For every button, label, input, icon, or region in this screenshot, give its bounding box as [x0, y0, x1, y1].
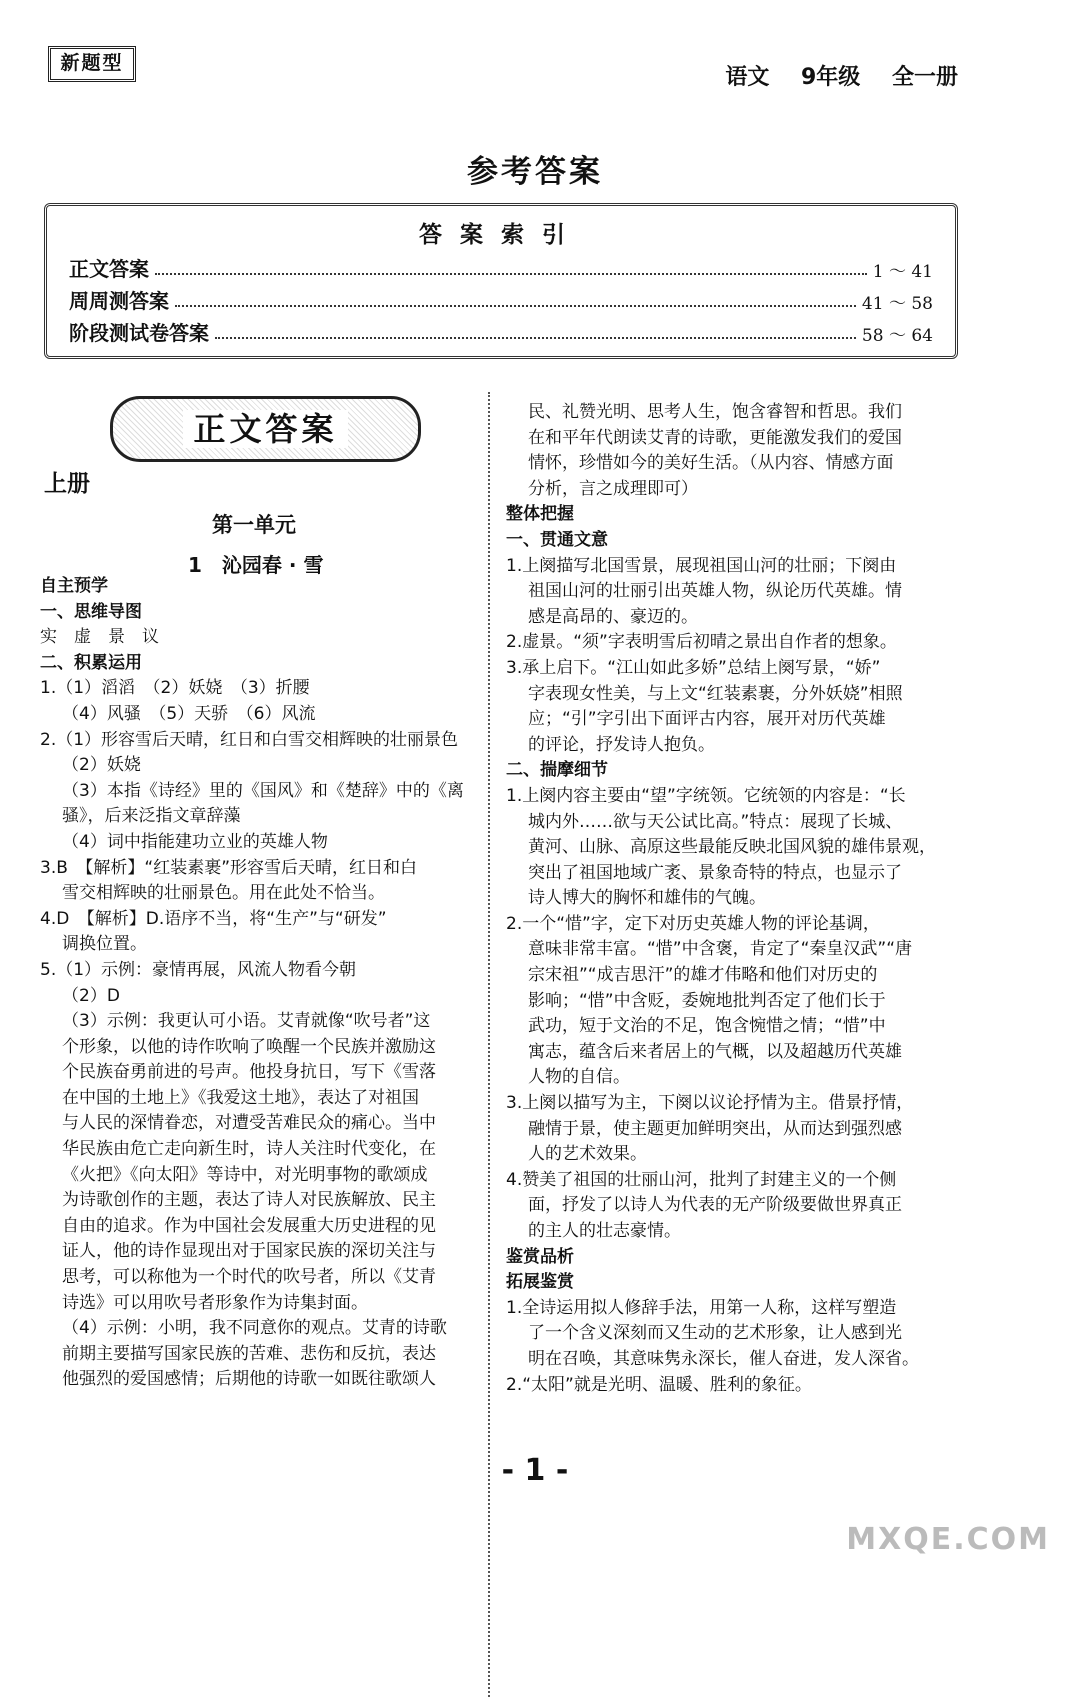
index-row-pages: 41 ～ 58 [861, 294, 933, 314]
answer-line: 宗宋祖”“成吉思汗”的雄才伟略和他们对历史的 [528, 965, 878, 986]
answer-line: 影响；“惜”中含贬，委婉地批判否定了他们长于 [528, 990, 886, 1011]
answer-line: 3.上阕以描写为主，下阕以议论抒情为主。借景抒情， [506, 1093, 914, 1114]
index-row-pages: 58 ～ 64 [861, 326, 933, 346]
subject-label: 语文 [725, 65, 770, 90]
answer-line: （4）词中指能建功立业的英雄人物 [62, 831, 328, 852]
answer-line: （2）妖娆 [62, 755, 141, 776]
index-row-leader [175, 305, 856, 307]
answer-line: 2.一个“惜”字，定下对历史英雄人物的评论基调， [506, 913, 880, 934]
answer-line: 前期主要描写国家民族的苦难、悲伤和反抗，表达 [62, 1343, 436, 1364]
answer-line: 个民族奋勇前进的号声。他投身抗日，写下《雪落 [62, 1062, 436, 1083]
answer-line: 思考，可以称他为一个时代的吹号者，所以《艾青 [62, 1267, 436, 1288]
column-divider [488, 392, 490, 1697]
answer-line: 黄河、山脉、高原这些最能反映北国风貌的雄伟景观， [528, 837, 936, 858]
answer-line: 自主预学 [40, 576, 108, 596]
answer-line: 民、礼赞光明、思考人生，饱含睿智和哲思。我们 [528, 402, 902, 422]
answer-line: 雪交相辉映的壮丽景色。用在此处不恰当。 [62, 883, 385, 904]
answer-line: 人物的自信。 [528, 1067, 630, 1088]
answer-line: 城内外……欲与天公试比高。”特点：展现了长城、 [528, 811, 903, 832]
answer-line: 一、贯通文意 [506, 529, 608, 550]
answer-line: 证人，他的诗作显现出对于国家民族的深切关注与 [62, 1241, 436, 1262]
answer-index-box [44, 203, 958, 359]
section-banner [110, 396, 421, 462]
page-header [701, 60, 958, 91]
answer-line: 二、揣摩细节 [506, 760, 608, 781]
watermark: MXQE.COM [846, 1522, 1050, 1557]
answer-line: 他强烈的爱国感情；后期他的诗歌一如既往歌颂人 [62, 1369, 436, 1390]
answer-line: 个形象，以他的诗作吹响了唤醒一个民族并激励这 [62, 1036, 436, 1057]
answer-line: 与人民的深情眷恋，对遭受苦难民众的痛心。当中 [62, 1113, 436, 1134]
answer-line: 在和平年代朗读艾青的诗歌，更能激发我们的爱国 [528, 427, 902, 448]
grade-label: 9年级 [801, 65, 861, 90]
answer-line: 诗选》可以用吹号者形象作为诗集封面。 [62, 1292, 368, 1313]
answer-line: 面，抒发了以诗人为代表的无产阶级要做世界真正 [528, 1195, 902, 1216]
answer-line: 2.（1）形容雪后天晴，红日和白雪交相辉映的壮丽景色 [40, 729, 459, 750]
answer-line: 融情于景，使主题更加鲜明突出，从而达到强烈感 [528, 1118, 902, 1139]
book-part-heading: 上册 [44, 471, 90, 497]
right-column [506, 400, 976, 1398]
answer-line: 的评论，抒发诗人抱负。 [528, 734, 715, 755]
answer-line: 二、积累运用 [40, 652, 142, 673]
answer-line: 整体把握 [506, 504, 574, 525]
answer-line: 1.（1）滔滔 （2）妖娆 （3）折腰 [40, 678, 310, 699]
answer-line: 武功，短于文治的不足，饱含惋惜之情；“惜”中 [528, 1016, 886, 1037]
answer-line: 了一个含义深刻而又生动的艺术形象，让人感到光 [528, 1323, 902, 1344]
unit-title: 第一单元 [212, 513, 296, 537]
answer-line: （3）本指《诗经》里的《国风》和《楚辞》中的《离 [62, 780, 464, 801]
answer-line: 突出了祖国地域广袤、景象奇特的特点，也显示了 [528, 862, 902, 883]
answer-line: 1.上阕描写北国雪景，展现祖国山河的壮丽；下阕由 [506, 555, 897, 576]
answer-line: 自由的追求。作为中国社会发展重大历史进程的见 [62, 1215, 436, 1236]
answer-line: 2.虚景。“须”字表明雪后初晴之景出自作者的想象。 [506, 632, 897, 653]
answer-line: 意味非常丰富。“惜”中含褒，肯定了“秦皇汉武”“唐 [528, 939, 913, 960]
answer-line: 明在召唤，其意味隽永深长，催人奋进，发人深省。 [528, 1348, 919, 1369]
section-banner-text: 正文答案 [183, 410, 347, 448]
answer-line: 华民族由危亡走向新生时，诗人关注时代变化，在 [62, 1139, 436, 1160]
answer-line: （3）示例：我更认可小语。艾青就像“吹号者”这 [62, 1011, 431, 1032]
page-number: - 1 - [501, 1453, 569, 1488]
answer-line: 在中国的土地上》《我爱这土地》，表达了对祖国 [62, 1087, 419, 1108]
answer-line: 诗人博大的胸怀和雄伟的气魄。 [528, 888, 766, 909]
answer-line: 应；“引”字引出下面评古内容，展开对历代英雄 [528, 709, 886, 730]
answer-line: 《火把》《向太阳》等诗中，对光明事物的歌颂成 [62, 1164, 428, 1185]
answer-line: 3.承上启下。“江山如此多娇”总结上阕写景，“娇” [506, 657, 881, 678]
index-row [69, 282, 933, 314]
index-row-leader [155, 273, 867, 275]
index-row [69, 314, 933, 346]
answer-line: 4.D 【解析】D.语序不当，将“生产”与“研发” [40, 908, 387, 929]
index-row-label: 周周测答案 [69, 289, 169, 313]
answer-index-title: 答案索引 [419, 222, 583, 248]
answer-line: （4）示例：小明，我不同意你的观点。艾青的诗歌 [62, 1318, 447, 1339]
answer-line: 为诗歌创作的主题，表达了诗人对民族解放、民主 [62, 1190, 436, 1211]
answer-line: 拓展鉴赏 [506, 1272, 574, 1293]
answer-line: 1.全诗运用拟人修辞手法，用第一人称，这样写塑造 [506, 1297, 897, 1318]
answer-line: 3.B 【解析】“红装素裹”形容雪后天晴，红日和白 [40, 857, 417, 878]
answer-line: 的主人的壮志豪情。 [528, 1221, 681, 1241]
index-row-label: 阶段测试卷答案 [69, 321, 209, 345]
index-row-pages: 1 ～ 41 [872, 262, 933, 282]
volume-label: 全一册 [891, 65, 958, 90]
answer-line: 人的艺术效果。 [528, 1144, 647, 1165]
answer-line: 一、思维导图 [40, 601, 142, 622]
new-question-type-stamp: 新题型 [48, 46, 136, 82]
answer-line: （2）D [62, 985, 120, 1006]
answer-line: （4）风骚 （5）天骄 （6）风流 [62, 703, 316, 724]
answer-line: 感是高昂的、豪迈的。 [528, 606, 698, 627]
page-title: 参考答案 [467, 154, 603, 190]
index-row-leader [215, 337, 856, 339]
answer-line: 5.（1）示例：豪情再展，风流人物看今朝 [40, 959, 357, 980]
index-row [69, 250, 933, 282]
answer-line: 分析，言之成理即可） [528, 478, 698, 499]
answer-line: 2.“太阳”就是光明、温暖、胜利的象征。 [506, 1374, 812, 1395]
left-column [40, 574, 480, 1393]
answer-line: 鉴赏品析 [506, 1246, 574, 1267]
answer-line: 字表现女性美，与上文“红装素裹，分外妖娆”相照 [528, 683, 903, 704]
answer-line: 1.上阕内容主要由“望”字统领。它统领的内容是：“长 [506, 785, 906, 806]
answer-line: 情怀，珍惜如今的美好生活。（从内容、情感方面 [528, 453, 894, 474]
answer-line: 祖国山河的壮丽引出英雄人物，纵论历代英雄。情 [528, 581, 902, 602]
lesson-title: 1 沁园春 · 雪 [188, 553, 324, 577]
answer-line: 实 虚 景 议 [40, 627, 159, 648]
answer-line: 4.赞美了祖国的壮丽山河，批判了封建主义的一个侧 [506, 1169, 897, 1190]
answer-line: 骚》，后来泛指文章辞藻 [62, 806, 241, 827]
answer-line: 调换位置。 [62, 934, 147, 955]
index-row-label: 正文答案 [69, 257, 149, 281]
answer-line: 寓志，蕴含后来者居上的气概，以及超越历代英雄 [528, 1041, 902, 1062]
